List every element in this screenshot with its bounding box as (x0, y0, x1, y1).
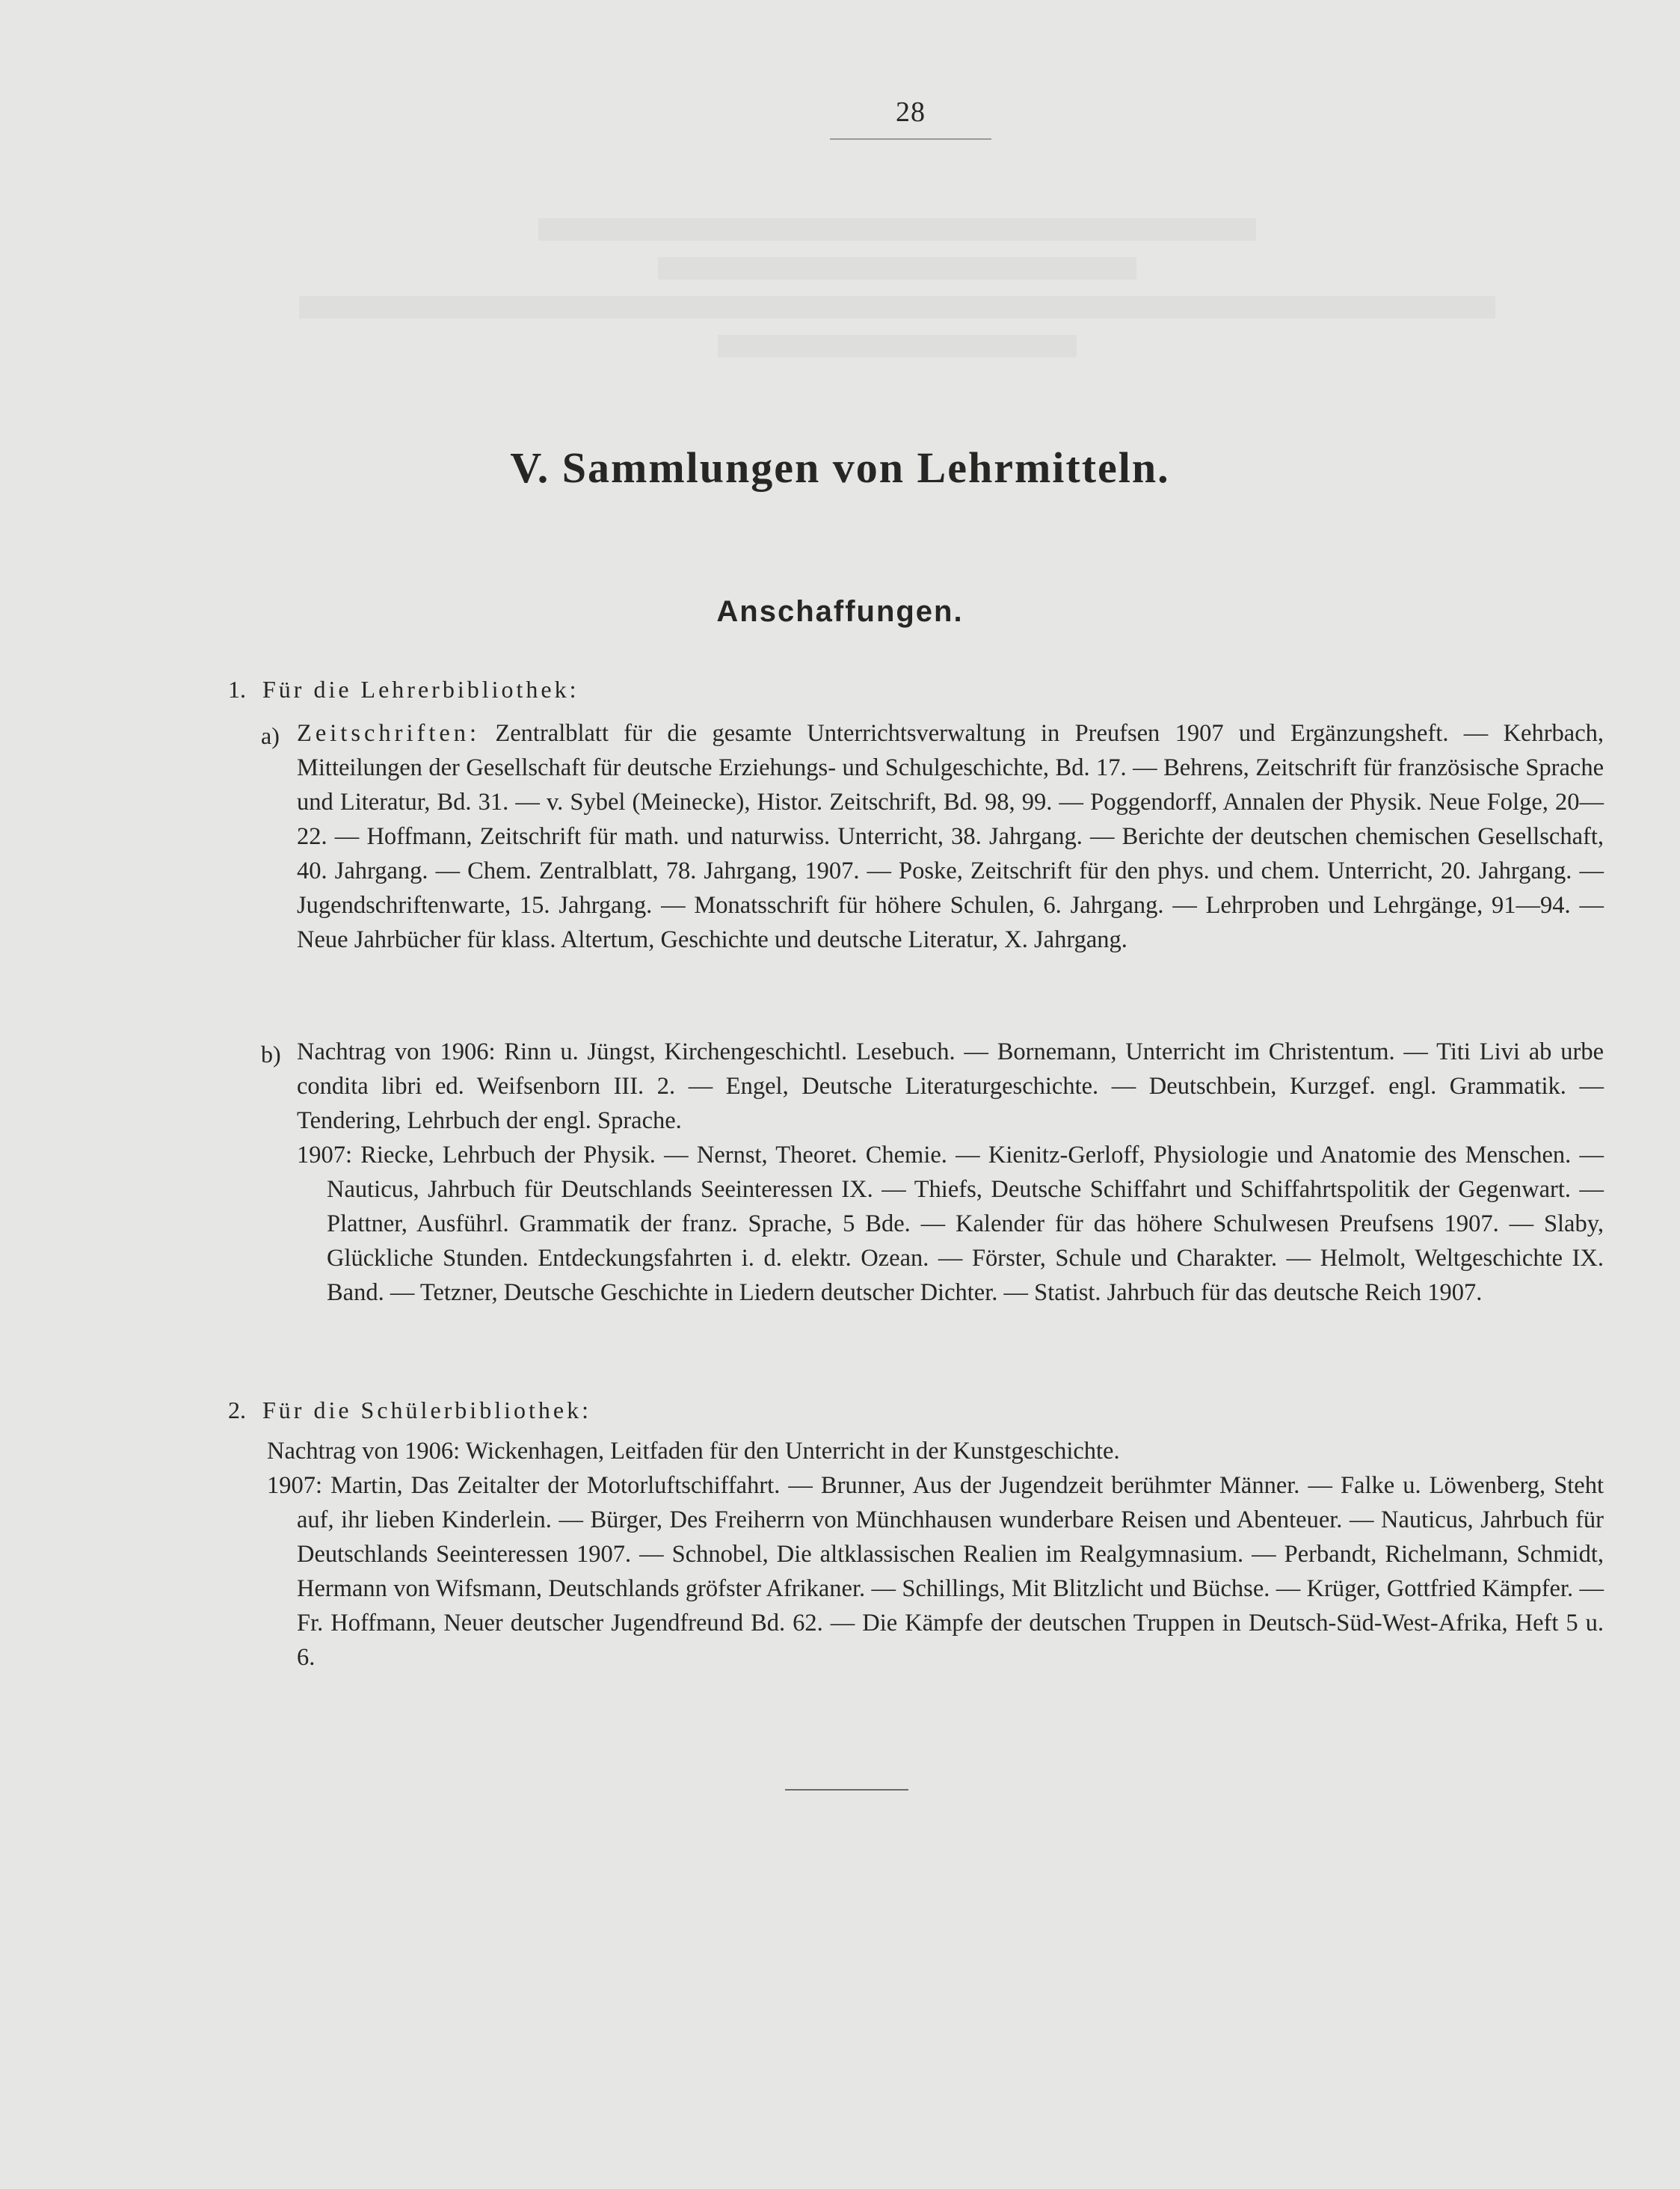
subsection-b-1907: 1907: Riecke, Lehrbuch der Physik. — Nernst, Theoret. Chemie. — Kienitz-Gerloff, Physiologie und Anatomie des Menschen. — Nauticus, Jahrbuch für Deutschlands Seeinteressen IX. — Thiefs, Deutsche Schiffahrt und Schiffahrtspolitik der Gegenwart. — Plattner, Ausführl. Grammatik der franz. Sprache, 5 Bde. — Kalender für das höhere Schulwesen Preufsens 1907. — Slaby, Glückliche Stunden. Entdeckungsfahrten i. d. elektr. Ozean. — Förster, Schule und Charakter. — Helmolt, Weltgeschichte IX. Band. — Tetzner, Deutsche Geschichte in Liedern deutscher Dichter. — Statist. Jahrbuch für das deutsche Reich 1907. (297, 1142, 1604, 1306)
subsection-a-text (297, 716, 1604, 957)
section-2-text (267, 1434, 1604, 1675)
section-2-number: 2. (228, 1397, 246, 1423)
section-1-title: Für die Lehrerbibliothek: (262, 676, 579, 703)
section-1-number: 1. (228, 676, 246, 703)
header-rule (830, 138, 991, 140)
section-subtitle: Anschaffungen. (716, 595, 964, 628)
subsection-b-text (297, 1035, 1604, 1310)
section-2-1907: 1907: Martin, Das Zeitalter der Motorluftschiffahrt. — Brunner, Aus der Jugendzeit berühmter Männer. — Falke u. Löwenberg, Steht auf, ihr lieben Kinderlein. — Bürger, Des Freiherrn von Münchhausen wunderbare Reisen und Abenteuer. — Nauticus, Jahrbuch für Deutschlands Seeinteressen 1907. — Schnobel, Die altklassischen Realien im Realgymnasium. — Perbandt, Richelmann, Schmidt, Hermann von Wifsmann, Deutschlands gröfster Afrikaner. — Schillings, Mit Blitzlicht und Büchse. — Krüger, Gottfried Kämpfer. — Fr. Hoffmann, Neuer deutscher Jugendfreund Bd. 62. — Die Kämpfe der deutschen Truppen in Deutsch-Süd-West-Afrika, Heft 5 u. 6. (267, 1472, 1604, 1671)
page-title: V. Sammlungen von Lehrmitteln. (510, 443, 1170, 492)
bleed-through-text (299, 202, 1495, 426)
section-1-heading (228, 676, 579, 704)
subsection-b-mark: b) (261, 1041, 281, 1068)
subsection-a-mark: a) (261, 722, 280, 749)
section-2-title: Für die Schülerbibliothek: (262, 1397, 591, 1423)
subsection-b-1906: Nachtrag von 1906: Rinn u. Jüngst, Kirchengeschichtl. Lesebuch. — Bornemann, Unterricht im Christentum. — Titi Livi ab urbe condita libri ed. Weifsenborn III. 2. — Engel, Deutsche Literaturgeschichte. — Deutschbein, Kurzgef. engl. Grammatik. — Tendering, Lehrbuch der engl. Sprache. (297, 1038, 1604, 1134)
section-2-1906: Nachtrag von 1906: Wickenhagen, Leitfaden für den Unterricht in der Kunstgeschichte. (267, 1438, 1120, 1465)
closing-rule (785, 1789, 908, 1791)
subsection-a-lead: Zeitschriften: (297, 720, 481, 747)
page-number: 28 (896, 96, 926, 128)
section-2-heading (228, 1397, 591, 1424)
subsection-a-body: Zentralblatt für die gesamte Unterrichtsverwaltung in Preufsen 1907 und Ergänzungsheft. — Kehrbach, Mitteilungen der Gesellschaft für deutsche Erziehungs- und Schulgeschichte, Bd. 17. — Behrens, Zeitschrift für französische Sprache und Literatur, Bd. 31. — v. Sybel (Meinecke), Histor. Zeitschrift, Bd. 98, 99. — Poggendorff, Annalen der Physik. Neue Folge, 20—22. — Hoffmann, Zeitschrift für math. und naturwiss. Unterricht, 38. Jahrgang. — Berichte der deutschen chemischen Gesellschaft, 40. Jahrgang. — Chem. Zentralblatt, 78. Jahrgang, 1907. — Poske, Zeitschrift für den phys. und chem. Unterricht, 20. Jahrgang. — Jugendschriftenwarte, 15. Jahrgang. — Monatsschrift für höhere Schulen, 6. Jahrgang. — Lehrproben und Lehrgänge, 91—94. — Neue Jahrbücher für klass. Altertum, Geschichte und deutsche Literatur, X. Jahrgang. (297, 720, 1604, 953)
